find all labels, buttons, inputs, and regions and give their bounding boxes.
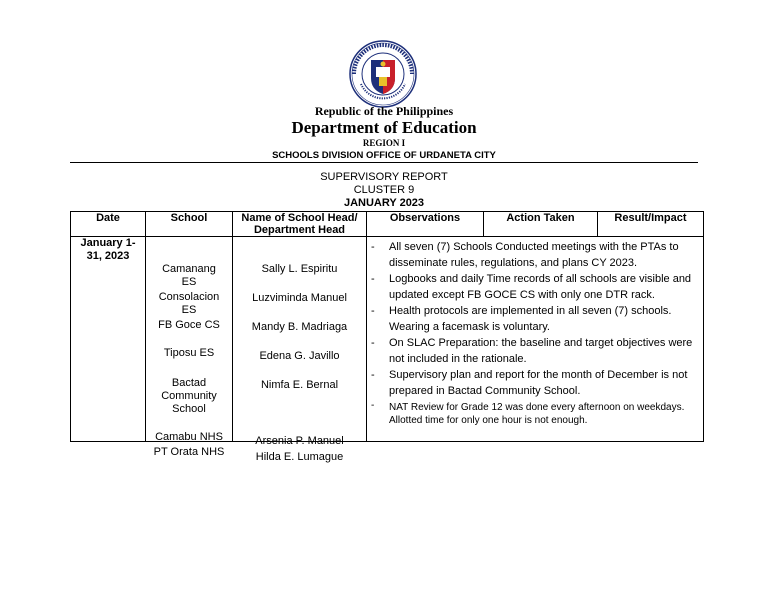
header-divider [70, 162, 698, 163]
school-name: Consolacion [158, 291, 220, 303]
observation-item: - Logbooks and daily Time records of all schools are visible and updated except FB GOCE CS with only one DTR rack. [367, 271, 703, 303]
department-title: Department of Education [291, 118, 477, 137]
observations-list [367, 237, 703, 427]
observation-item: - Health protocols are implemented in all seven (7) schools. Wearing a facemask is voluntary. [367, 303, 703, 335]
school-name: School [172, 403, 206, 415]
school-head-name: Nimfa E. Bernal [260, 379, 339, 391]
observation-item: - Supervisory plan and report for the month of December is not prepared in Bactad Community School. [367, 367, 703, 399]
observation-item: - NAT Review for Grade 12 was done every afternoon on weekdays. Allotted time for only one hour is not enough. [367, 399, 703, 427]
cluster-label: CLUSTER 9 [353, 184, 415, 196]
school-head-cell [233, 237, 367, 463]
school-name: FB Goce CS [158, 319, 220, 331]
observations-cell [367, 237, 704, 442]
table-row [71, 237, 704, 442]
column-header-school: School [146, 212, 233, 237]
report-title: SUPERVISORY REPORT [320, 171, 448, 183]
table-header-row [71, 212, 704, 237]
date-line: 31, 2023 [86, 250, 130, 262]
observation-item: - On SLAC Preparation: the baseline and target objectives were not included in the rationale. [367, 335, 703, 367]
column-header-result-impact: Result/Impact [598, 212, 704, 237]
school-head-name: Mandy B. Madriaga [251, 321, 348, 333]
column-header-action-taken: Action Taken [484, 212, 598, 237]
division-office-label: SCHOOLS DIVISION OFFICE OF URDANETA CITY [272, 150, 496, 161]
column-header-observations: Observations [367, 212, 484, 237]
school-name: Community [161, 390, 217, 402]
school-name: Camanang [162, 263, 216, 275]
column-header-school-head: Name of School Head/ Department Head [233, 212, 367, 237]
school-head-name: Edena G. Javillo [259, 350, 340, 362]
report-month: JANUARY 2023 [343, 197, 425, 209]
school-head-name: Arsenia P. Manuel [255, 435, 344, 447]
deped-seal-logo [349, 40, 417, 108]
school-name: PT Orata NHS [153, 446, 225, 458]
observation-item: - All seven (7) Schools Conducted meetings with the PTAs to disseminate rules, regulations, and plans CY 2023. [367, 239, 703, 271]
date-cell [71, 237, 146, 442]
column-header-date: Date [71, 212, 146, 237]
school-name: Bactad [171, 377, 207, 389]
school-cell [146, 237, 233, 458]
date-line: January 1- [80, 237, 136, 249]
school-head-name: Luzviminda Manuel [252, 292, 347, 304]
supervisory-report-table [70, 211, 704, 463]
school-name: ES [181, 276, 197, 288]
school-name: Tiposu ES [163, 347, 215, 359]
school-name: ES [181, 304, 197, 316]
school-head-name: Sally L. Espiritu [261, 263, 338, 275]
school-name: Camabu NHS [155, 431, 223, 443]
republic-header: Republic of the Philippines [314, 104, 454, 118]
region-label: REGION I [362, 138, 406, 148]
school-head-name: Hilda E. Lumague [255, 451, 344, 463]
